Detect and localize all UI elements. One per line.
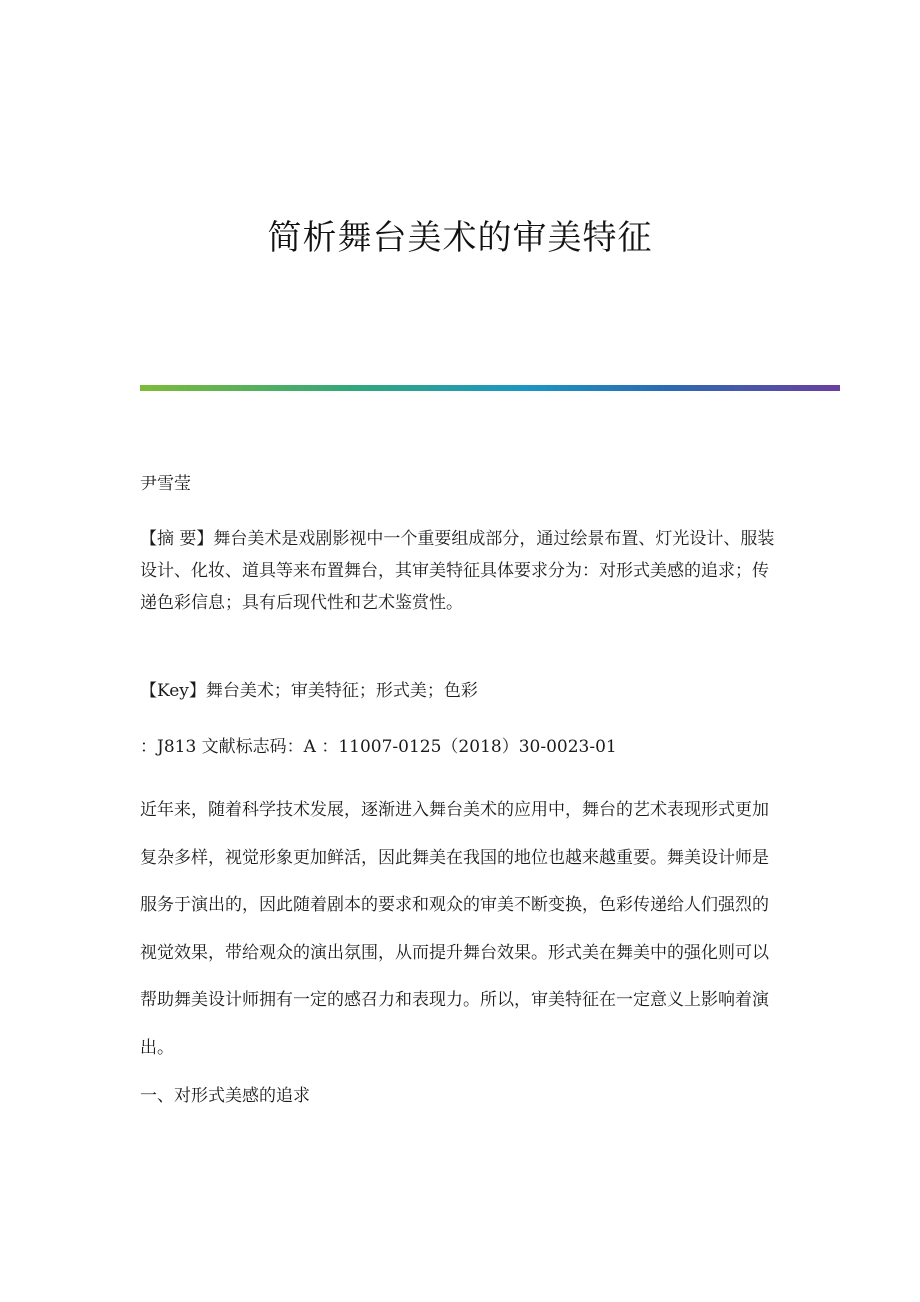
body-paragraph: 近年来，随着科学技术发展，逐渐进入舞台美术的应用中，舞台的艺术表现形式更加复杂多样，视觉形象更加鲜活，因此舞美在我国的地位也越来越重要。舞美设计师是服务于演出的，因此随着剧本的要求和观众的审美不断变换，色彩传递给人们强烈的视觉效果，带给观众的演出氛围，从而提升舞台效果。形式美在舞美中的强化则可以帮助舞美设计师拥有一定的感召力和表现力。所以，审美特征在一定意义上影响着演出。: [140, 800, 769, 1058]
author-name: 尹雪莹: [140, 474, 191, 494]
section-heading: 一、对形式美感的追求: [140, 1086, 310, 1106]
abstract: 【摘 要】舞台美术是戏剧影视中一个重要组成部分，通过绘景布置、灯光设计、服装设计、化妆、道具等来布置舞台，其审美特征具体要求分为：对形式美感的追求；传递色彩信息；具有后现代性和艺术鉴赏性。: [140, 529, 775, 613]
title-divider: [140, 385, 840, 391]
keywords: 【Key】舞台美术；审美特征；形式美；色彩: [140, 681, 478, 701]
classification-code: ：J813 文献标志码：A ：11007-0125（2018）30-0023-01: [140, 737, 617, 757]
document-title: 简析舞台美术的审美特征: [267, 218, 653, 258]
